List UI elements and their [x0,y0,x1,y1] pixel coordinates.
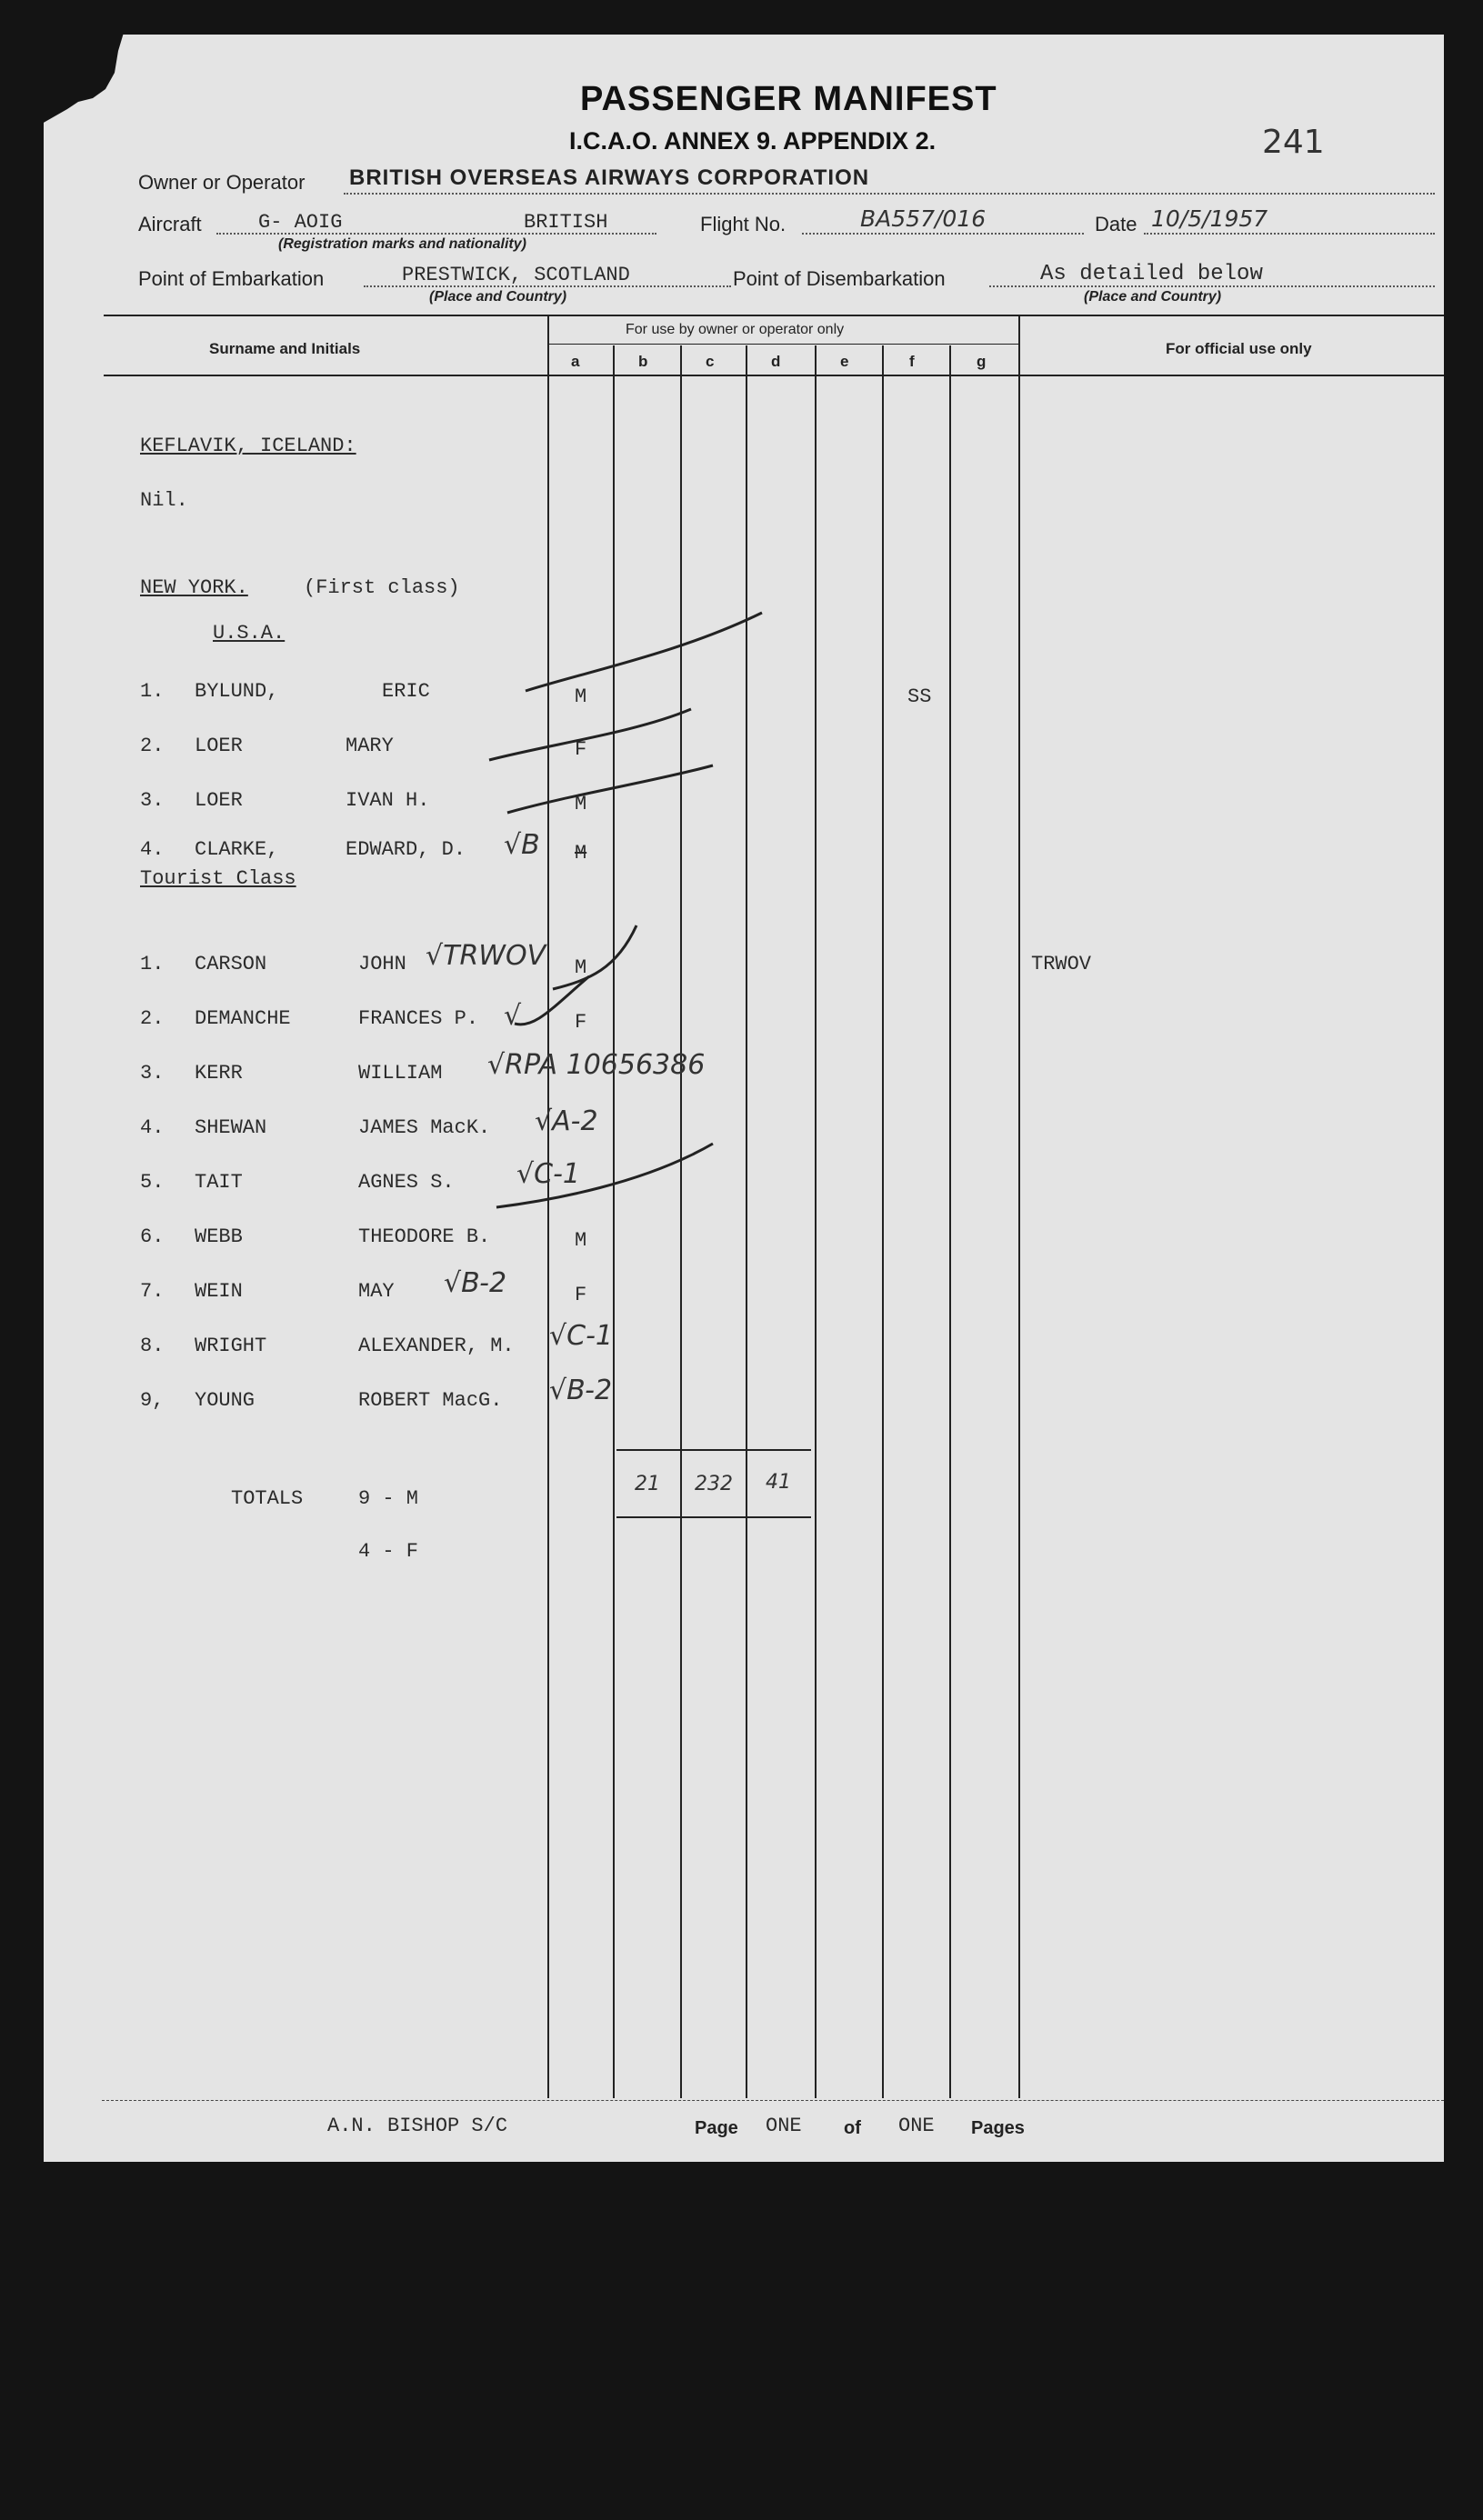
entry-handwritten-mark: √RPA 10656386 [487,1049,706,1081]
entry-given: WILLIAM [358,1062,443,1085]
entry-number: 3. [140,789,165,812]
totals-label: TOTALS [231,1487,304,1510]
entry-given: ROBERT MacG. [358,1389,503,1412]
footer-of-value: ONE [898,2115,935,2137]
section-nil: Nil. [140,489,188,512]
entry-number: 1. [140,680,165,703]
entry-given: IVAN H. [346,789,430,812]
disembarkation-label: Point of Disembarkation [733,267,946,290]
footer-signatory: A.N. BISHOP S/C [327,2115,508,2137]
entry-handwritten-mark: √B [504,829,540,861]
entry-surname: YOUNG [195,1389,256,1412]
entry-surname: CLARKE, [195,838,279,861]
col-a-header: a [571,353,580,370]
owner-label: Owner or Operator [138,171,306,194]
entry-surname: TAIT [195,1171,243,1194]
section-usa: U.S.A. [213,622,286,645]
aircraft-label: Aircraft [138,213,202,235]
entry-given: MAY [358,1280,395,1303]
entry-surname: LOER [195,789,243,812]
section-first-class: (First class) [304,576,460,599]
manifest-sheet [44,35,1444,2162]
embarkation-value: PRESTWICK, SCOTLAND [402,264,630,286]
disembarkation-value: As detailed below [1040,262,1263,286]
entry-number: 6. [140,1225,165,1248]
entry-handwritten-mark: √B-2 [549,1375,613,1406]
col-e-header: e [840,353,849,370]
totals-col-b: 21 [635,1473,660,1495]
col-g-header: g [977,353,987,370]
entry-given: THEODORE B. [358,1225,491,1248]
entry-sex: M [575,793,587,815]
flight-value: BA557/016 [860,205,987,232]
entry-col-f: SS [907,685,932,708]
col-owner-group-header: For use by owner or operator only [626,322,845,337]
entry-number: 4. [140,1116,165,1139]
entry-given: JAMES MacK. [358,1116,491,1139]
entry-surname: SHEWAN [195,1116,267,1139]
date-label: Date [1095,213,1137,235]
entry-surname: KERR [195,1062,243,1085]
entry-number: 3. [140,1062,165,1085]
flight-label: Flight No. [700,213,787,235]
col-surname-header: Surname and Initials [209,340,361,357]
entry-sex: M [575,1229,587,1252]
entry-given: EDWARD, D. [346,838,466,861]
entry-number: 2. [140,1007,165,1030]
page-subtitle: I.C.A.O. ANNEX 9. APPENDIX 2. [569,127,937,155]
owner-value: BRITISH OVERSEAS AIRWAYS CORPORATION [349,165,870,190]
entry-sex: F [575,1284,587,1306]
entry-given: FRANCES P. [358,1007,479,1030]
entry-handwritten-mark: √C-1 [549,1320,613,1352]
entry-sex: F [575,738,587,761]
entry-official: TRWOV [1031,953,1092,975]
entry-surname: WEBB [195,1225,243,1248]
entry-surname: CARSON [195,953,267,975]
disembarkation-note: (Place and Country) [1084,289,1222,305]
date-value: 10/5/1957 [1151,205,1268,232]
entry-number: 1. [140,953,165,975]
footer-rule [102,2100,1444,2102]
totals-male: 9 - M [358,1487,419,1510]
section-keflavik: KEFLAVIK, ICELAND: [140,435,356,457]
entry-surname: DEMANCHE [195,1007,291,1030]
entry-sex: M [575,956,587,979]
entry-sex: F [575,1011,587,1034]
footer-page-label: Page [695,2118,738,2138]
entry-given: ALEXANDER, M. [358,1335,515,1357]
entry-handwritten-mark: √A-2 [535,1105,598,1137]
footer-pages-label: Pages [971,2118,1025,2138]
entry-number: 4. [140,838,165,861]
entry-number: 8. [140,1335,165,1357]
embarkation-note: (Place and Country) [429,289,567,305]
entry-surname: WEIN [195,1280,243,1303]
entry-sex: M [575,685,587,708]
entry-surname: LOER [195,735,243,757]
page-title: PASSENGER MANIFEST [580,80,997,118]
totals-col-c: 232 [695,1473,733,1495]
entry-given: AGNES S. [358,1171,455,1194]
entry-surname: WRIGHT [195,1335,267,1357]
entry-given: MARY [346,735,394,757]
entry-handwritten-mark: √B-2 [444,1267,507,1299]
entry-given: ERIC [382,680,430,703]
totals-top-rule [616,1449,811,1451]
section-tourist-class: Tourist Class [140,867,296,890]
entry-given: JOHN [358,953,406,975]
entry-sex: M [575,842,587,865]
footer-page-value: ONE [766,2115,802,2137]
col-c-header: c [706,353,715,370]
page-number: 241 [1262,124,1325,161]
aircraft-value: G- AOIG [258,211,343,234]
handwritten-strikes [44,35,1444,2162]
entry-handwritten-mark: √C-1 [516,1158,580,1190]
entry-handwritten-mark: √ [504,1000,522,1032]
entry-number: 5. [140,1171,165,1194]
registration-note: (Registration marks and nationality) [278,236,526,252]
entry-handwritten-mark: √TRWOV [426,940,546,972]
entry-number: 7. [140,1280,165,1303]
footer-of-label: of [844,2118,861,2138]
col-d-header: d [771,353,781,370]
totals-bottom-rule [616,1516,811,1518]
entry-number: 2. [140,735,165,757]
embarkation-label: Point of Embarkation [138,267,325,290]
nationality-value: BRITISH [524,211,608,234]
col-official-header: For official use only [1166,340,1312,357]
col-f-header: f [909,353,915,370]
entry-surname: BYLUND, [195,680,279,703]
section-new-york: NEW YORK. [140,576,248,599]
col-b-header: b [638,353,648,370]
totals-col-d: 41 [766,1471,791,1494]
entry-number: 9, [140,1389,165,1412]
totals-female: 4 - F [358,1540,419,1563]
